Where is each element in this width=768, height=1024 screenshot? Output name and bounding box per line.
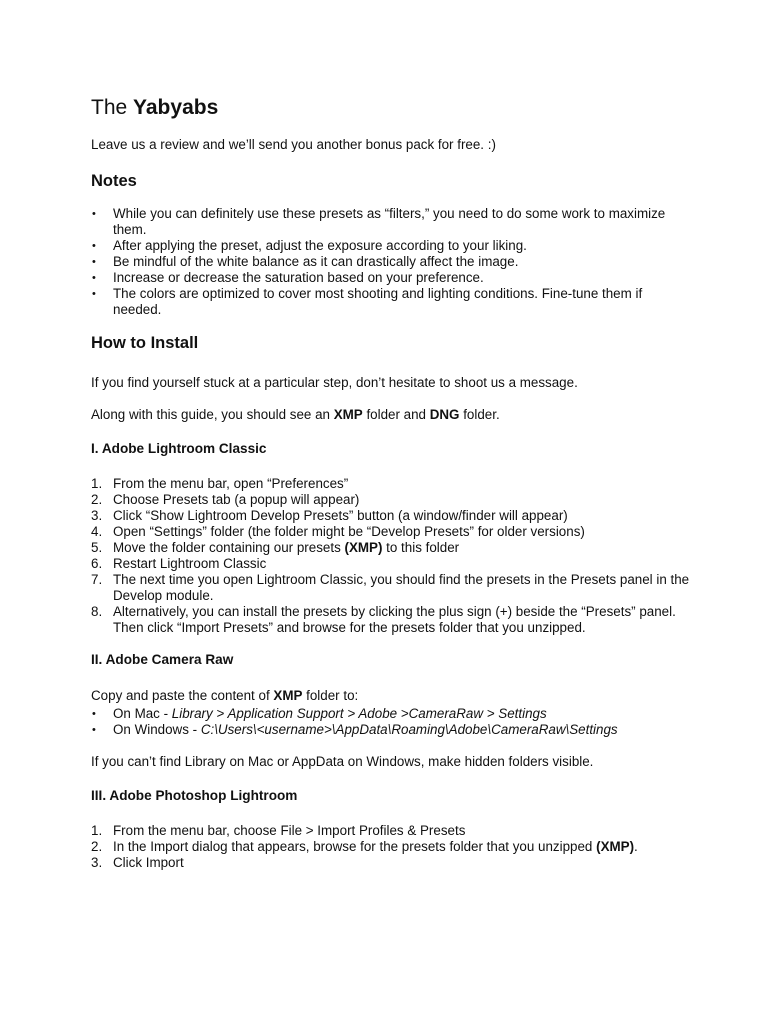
step-number: 8.: [91, 604, 103, 619]
bullet-icon: •: [92, 256, 96, 268]
bullet-icon: •: [92, 272, 96, 284]
step-number: 3.: [91, 855, 103, 870]
path-value: C:\Users\<username>\AppData\Roaming\Adobe\CameraRaw\Settings: [200, 722, 618, 737]
step-text: The next time you open Lightroom Classic, you should find the presets in the Presets panel in the Develop module.: [113, 572, 690, 603]
notes-list: [91, 206, 691, 318]
step-number: 4.: [91, 524, 103, 539]
step-number: 1.: [91, 476, 103, 491]
list-item: [91, 722, 691, 738]
hidden-folders-text: If you can’t find Library on Mac or AppData on Windows, make hidden folders visible.: [91, 754, 594, 769]
step-text: From the menu bar, open “Preferences”: [113, 476, 349, 491]
page-title: [91, 96, 691, 120]
list-item: [91, 556, 691, 572]
step-bold: (XMP): [344, 540, 383, 555]
step-number: 7.: [91, 572, 103, 587]
list-item: [91, 492, 691, 508]
list-item: [91, 706, 691, 722]
guide-xmp: XMP: [333, 407, 363, 422]
list-item: [91, 540, 691, 556]
bullet-icon: •: [92, 240, 96, 252]
bullet-icon: •: [92, 208, 96, 220]
guide-mid: folder and: [362, 407, 430, 422]
list-item: [91, 238, 691, 254]
stuck-text: If you find yourself stuck at a particular step, don’t hesitate to shoot us a message.: [91, 375, 578, 390]
list-item: [91, 524, 691, 540]
bullet-icon: •: [92, 288, 96, 300]
step-text: Click Import: [113, 855, 184, 870]
copy-pre: Copy and paste the content of: [91, 688, 274, 703]
list-item: [91, 270, 691, 286]
step-text-end: to this folder: [382, 540, 460, 555]
step-text-end: .: [634, 839, 638, 854]
note-text: Be mindful of the white balance as it can drastically affect the image.: [113, 254, 519, 269]
guide-dng: DNG: [429, 407, 460, 422]
title-prefix: The: [91, 96, 128, 119]
step-text: Click “Show Lightroom Develop Presets” button (a window/finder will appear): [113, 508, 568, 523]
notes-heading: Notes: [91, 172, 137, 190]
path-label: On Windows -: [113, 722, 201, 737]
step-number: 2.: [91, 839, 103, 854]
step-text: Restart Lightroom Classic: [113, 556, 267, 571]
list-item: [91, 476, 691, 492]
bullet-icon: •: [92, 708, 96, 720]
note-text: Increase or decrease the saturation based on your preference.: [113, 270, 484, 285]
classic-steps: [91, 476, 691, 636]
list-item: [91, 855, 691, 871]
step-text: From the menu bar, choose File > Import Profiles & Presets: [113, 823, 466, 838]
list-item: [91, 604, 691, 636]
list-item: [91, 508, 691, 524]
list-item: [91, 254, 691, 270]
step-text: In the Import dialog that appears, browse for the presets folder that you unzipped: [113, 839, 597, 854]
step-text: Open “Settings” folder (the folder might be “Develop Presets” for older versions): [113, 524, 585, 539]
classic-heading: I. Adobe Lightroom Classic: [91, 441, 267, 456]
list-item: [91, 572, 691, 604]
copy-post: folder to:: [302, 688, 359, 703]
list-item: [91, 206, 691, 238]
path-label: On Mac -: [113, 706, 172, 721]
note-text: The colors are optimized to cover most shooting and lighting conditions. Fine-tune them if needed.: [113, 286, 643, 317]
step-number: 6.: [91, 556, 103, 571]
step-number: 3.: [91, 508, 103, 523]
install-heading: How to Install: [91, 334, 199, 352]
guide-post: folder.: [459, 407, 500, 422]
guide-pre: Along with this guide, you should see an: [91, 407, 334, 422]
guide-text: [91, 407, 691, 423]
intro-text: Leave us a review and we’ll send you another bonus pack for free. :): [91, 137, 496, 152]
acr-copy-text: [91, 688, 691, 704]
list-item: [91, 839, 691, 855]
step-text: Alternatively, you can install the presets by clicking the plus sign (+) beside the “Presets” panel. Then click “Import Presets” and browse for the presets folder that you unzipped.: [113, 604, 676, 635]
acr-heading: II. Adobe Camera Raw: [91, 652, 234, 667]
note-text: After applying the preset, adjust the exposure according to your liking.: [113, 238, 527, 253]
photoshop-steps: [91, 823, 691, 871]
step-number: 1.: [91, 823, 103, 838]
step-text: Choose Presets tab (a popup will appear): [113, 492, 360, 507]
step-bold: (XMP): [596, 839, 635, 854]
bullet-icon: •: [92, 724, 96, 736]
list-item: [91, 286, 691, 318]
list-item: [91, 823, 691, 839]
copy-bold: XMP: [273, 688, 303, 703]
step-text: Move the folder containing our presets: [113, 540, 345, 555]
title-name: Yabyabs: [133, 96, 219, 119]
path-value: Library > Application Support > Adobe >CameraRaw > Settings: [171, 706, 547, 721]
photoshop-heading: III. Adobe Photoshop Lightroom: [91, 788, 298, 803]
note-text: While you can definitely use these presets as “filters,” you need to do some work to maximize them.: [113, 206, 666, 237]
step-number: 2.: [91, 492, 103, 507]
acr-paths: [91, 706, 691, 738]
step-number: 5.: [91, 540, 103, 555]
